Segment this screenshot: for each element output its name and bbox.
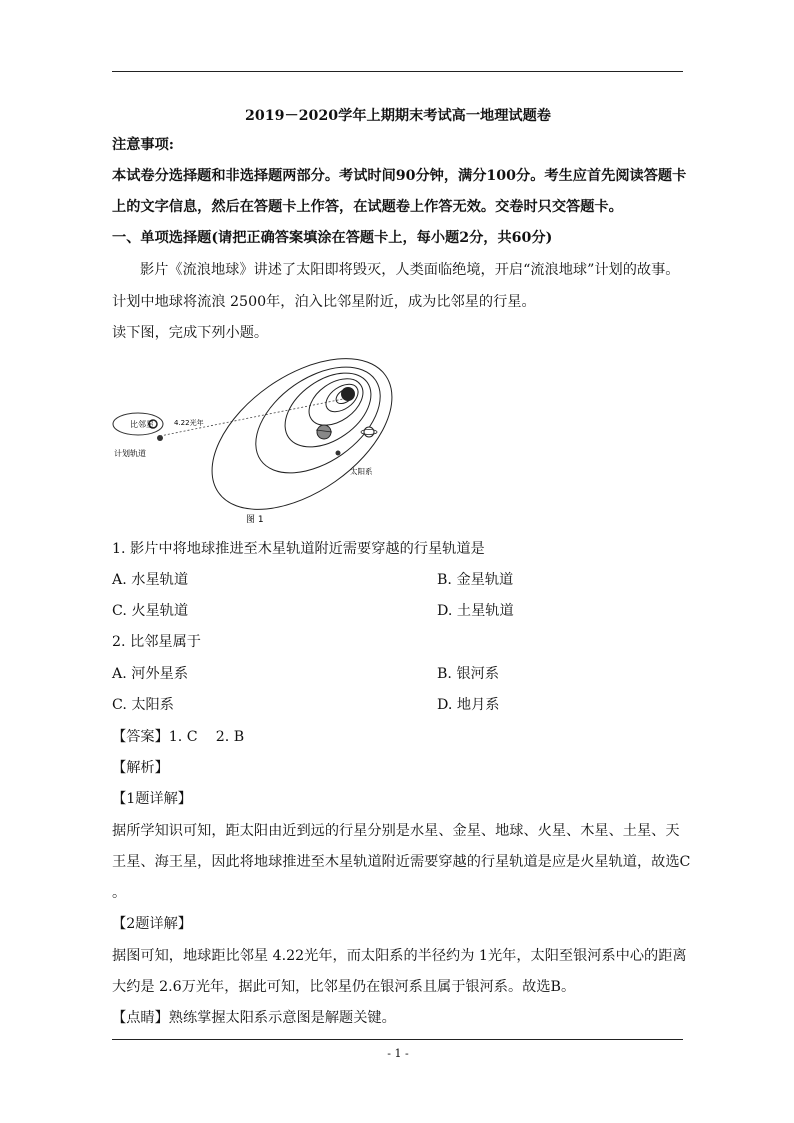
solar-system-figure bbox=[112, 352, 402, 528]
read-instruction: 读下图，完成下列小题。 bbox=[112, 325, 269, 341]
label-solar-system: 太阳系 bbox=[350, 467, 373, 476]
q1-option-a: A. 水星轨道 bbox=[112, 572, 189, 588]
notice-text-2: 上的文字信息，然后在答题卡上作答，在试题卷上作答无效。交卷时只交答题卡。 bbox=[112, 199, 623, 215]
detail-2-text-2: 大约是 2.6万光年，据此可知，比邻星仍在银河系且属于银河系。故选B。 bbox=[112, 979, 576, 995]
section-heading: 一、单项选择题(请把正确答案填涂在答题卡上，每小题2分，共60分) bbox=[112, 230, 553, 246]
page-title: 2019－2020学年上期期末考试高一地理试题卷 bbox=[245, 108, 551, 124]
detail-1-heading: 【1题详解】 bbox=[112, 791, 192, 807]
q2-option-a: A. 河外星系 bbox=[112, 666, 189, 682]
bottom-rule bbox=[112, 1039, 683, 1040]
detail-1-text-1: 据所学知识可知，距太阳由近到远的行星分别是水星、金星、地球、火星、木星、土星、天 bbox=[112, 823, 680, 839]
intro-paragraph-2: 计划中地球将流浪 2500年，泊入比邻星附近，成为比邻星的行星。 bbox=[112, 294, 536, 310]
answer-line: 【答案】1. C 2. B bbox=[112, 729, 245, 745]
analysis-heading: 【解析】 bbox=[112, 760, 169, 776]
q2-option-b: B. 银河系 bbox=[437, 666, 500, 682]
solar-system-diagram bbox=[112, 352, 402, 528]
q2-stem: 2. 比邻星属于 bbox=[112, 634, 201, 650]
top-rule bbox=[112, 71, 683, 72]
detail-2-text-1: 据图可知，地球距比邻星 4.22光年，而太阳系的半径约为 1光年，太阳至银河系中心的距离 bbox=[112, 948, 687, 964]
saturn-icon bbox=[364, 427, 374, 437]
tip-line: 【点睛】熟练掌握太阳系示意图是解题关键。 bbox=[112, 1010, 396, 1026]
intro-paragraph-1: 影片《流浪地球》讲述了太阳即将毁灭，人类面临绝境，开启“流浪地球”计划的故事。 bbox=[140, 262, 680, 278]
planet-icon bbox=[336, 451, 341, 456]
page-number: - 1 - bbox=[387, 1047, 409, 1060]
q2-option-d: D. 地月系 bbox=[437, 697, 500, 713]
q2-option-c: C. 太阳系 bbox=[112, 697, 174, 713]
figure-caption: 图 1 bbox=[246, 515, 264, 525]
q1-option-d: D. 土星轨道 bbox=[437, 603, 514, 619]
q1-stem: 1. 影片中将地球推进至木星轨道附近需要穿越的行星轨道是 bbox=[112, 541, 485, 557]
q1-option-c: C. 火星轨道 bbox=[112, 603, 189, 619]
label-proxima: 比邻星 bbox=[130, 420, 154, 429]
detail-1-text-2: 王星、海王星，因此将地球推进至木星轨道附近需要穿越的行星轨道是应是火星轨道，故选C bbox=[112, 854, 691, 870]
detail-1-text-3: 。 bbox=[112, 885, 127, 901]
label-plan-orbit: 计划轨道 bbox=[114, 449, 146, 458]
notice-heading: 注意事项: bbox=[112, 137, 174, 153]
label-distance: 4.22光年 bbox=[174, 419, 204, 427]
detail-2-heading: 【2题详解】 bbox=[112, 916, 192, 932]
solar-orbits bbox=[185, 352, 402, 528]
sun-icon bbox=[341, 387, 355, 401]
notice-text-1: 本试卷分选择题和非选择题两部分。考试时间90分钟，满分100分。考生应首先阅读答题卡 bbox=[112, 168, 687, 184]
q1-option-b: B. 金星轨道 bbox=[437, 572, 514, 588]
